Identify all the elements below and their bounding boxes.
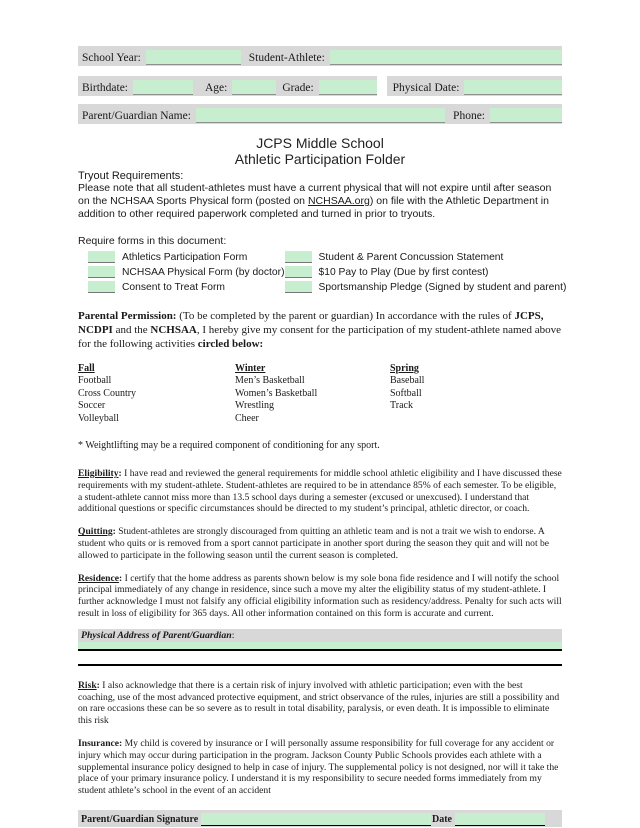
colon: :	[112, 526, 116, 538]
checklist-item	[88, 249, 285, 264]
parental-permission-label: Parental Permission:	[78, 310, 177, 322]
tryout-text-pre: Please note that all student-athletes must have a current physical that will not expire until after season on the NCHSAA Sports Physical form (posted on	[78, 182, 552, 207]
checklist-label: $10 Pay to Play (Due by first contest)	[318, 267, 489, 278]
checkbox-blank-athletics-participation[interactable]	[88, 251, 115, 263]
tryout-text-post: ) on file with the Athletic Department in addition to other required paperwork completed and turned in prior to tryouts.	[78, 195, 549, 220]
residence-label: Residence	[78, 572, 120, 584]
section-divider-rule	[78, 664, 562, 666]
student-athlete-label: Student-Athlete:	[248, 52, 325, 64]
row-spacer	[377, 76, 387, 96]
quitting-label: Quitting	[78, 526, 113, 538]
checklist-label: Student & Parent Concussion Statement	[318, 252, 504, 263]
fall-header: Fall	[78, 363, 95, 374]
physical-date-label: Physical Date:	[392, 82, 460, 94]
physical-date-field[interactable]	[464, 80, 562, 95]
quitting-paragraph	[78, 526, 562, 561]
parent-guardian-signature-field[interactable]	[201, 813, 431, 826]
checklist-item	[88, 264, 285, 279]
parental-permission-text: and the	[112, 324, 151, 336]
phone-field[interactable]	[490, 108, 562, 123]
require-forms-heading: Require forms in this document:	[78, 235, 227, 247]
sport-item[interactable]: Women’s Basketball	[235, 387, 318, 399]
require-forms-checklist	[78, 249, 567, 294]
checklist-item	[88, 279, 285, 294]
checklist-item	[285, 279, 567, 294]
sport-item[interactable]: Softball	[390, 387, 422, 399]
parental-permission-text: (To be completed by the parent or guardian) In accordance with the rules of	[176, 310, 515, 322]
eligibility-text: I have read and reviewed the general requirements for middle school athletic eligibility and I have discussed these requirements with my student-athlete. Student-athletes are required to be in attendance 85% of each semester. To be eligible, a student-athlete cannot miss more than 13.5 school days during a semester (excused or unexcused). I understand that additional questions or specific circumstances should be directed to my student’s principal, athletic director, or coach.	[78, 468, 562, 515]
colon: :	[96, 679, 100, 691]
school-year-label: School Year:	[82, 52, 141, 64]
page-title	[78, 135, 562, 167]
risk-text: I also acknowledge that there is a certain risk of injury involved with athletic participation; even with the best coaching, use of the most advanced protective equipment, and strict observance of the rules, injuries are still a possibility and on rare occasions these can be so severe as to result in total disability, paralysis, or even death. It is impossible to eliminate this risk	[78, 679, 560, 727]
parental-permission-bold-circled: circled below:	[197, 338, 264, 350]
winter-column	[235, 363, 390, 425]
checkbox-blank-consent-to-treat[interactable]	[88, 281, 115, 293]
parental-permission-text: , I hereby give my consent for the participation of my student-athlete named above for the following activities	[78, 324, 561, 350]
page-title-line2: Athletic Participation Folder	[234, 151, 406, 167]
date-field[interactable]	[455, 813, 545, 826]
nchsaa-org-link[interactable]: NCHSAA.org	[307, 195, 370, 207]
phone-label: Phone:	[453, 110, 485, 122]
residence-text: I certify that the home address as parents shown below is my sole bona fide residence and I will notify the school principal immediately of any change in residence, since such a move my alter the eligibility status of my student-athlete. I further acknowledge I must not falsify any official eligibility information such as residency/address. Penalty for such acts will result in loss of eligibility for 365 days. All other information contained on this form is accurate and current.	[78, 572, 562, 619]
checkbox-blank-sportsmanship-pledge[interactable]	[285, 281, 312, 293]
colon: :	[119, 572, 123, 584]
checklist-label: NCHSAA Physical Form (by doctor)	[122, 267, 285, 278]
parental-permission-paragraph	[78, 309, 562, 351]
checklist-label: Sportsmanship Pledge (Signed by student and parent)	[318, 282, 567, 293]
checkbox-blank-concussion-statement[interactable]	[285, 251, 312, 263]
signature-bar	[78, 810, 562, 827]
fall-column	[78, 363, 235, 425]
risk-paragraph	[78, 680, 562, 727]
page-title-line1: JCPS Middle School	[256, 135, 384, 151]
birthdate-label: Birthdate:	[82, 82, 128, 94]
age-label: Age:	[205, 82, 228, 94]
checklist-left-column	[78, 249, 285, 294]
checklist-label: Athletics Participation Form	[122, 252, 248, 263]
eligibility-label: Eligibility	[78, 468, 119, 480]
birthdate-field[interactable]	[133, 80, 193, 95]
sport-item[interactable]: Football	[78, 375, 112, 387]
checklist-item	[285, 249, 567, 264]
sport-item[interactable]: Track	[390, 400, 413, 412]
parent-name-row	[78, 104, 562, 124]
parent-guardian-name-label: Parent/Guardian Name:	[82, 110, 191, 122]
parental-permission-bold-jcps: JCPS, NCDPI	[78, 310, 544, 336]
colon: :	[119, 737, 123, 749]
eligibility-paragraph	[78, 468, 562, 515]
sport-item[interactable]: Wrestling	[235, 400, 275, 412]
checkbox-blank-nchsaa-physical[interactable]	[88, 266, 115, 278]
school-year-row	[78, 46, 562, 66]
weightlifting-note: * Weightlifting may be a required component of conditioning for any sport.	[78, 440, 380, 452]
residence-paragraph	[78, 573, 562, 620]
checklist-item	[285, 264, 567, 279]
physical-address-bar	[78, 629, 562, 642]
grade-field[interactable]	[319, 80, 377, 95]
sports-seasons-table	[78, 363, 562, 425]
checkbox-blank-pay-to-play[interactable]	[285, 266, 312, 278]
sport-item[interactable]: Cheer	[235, 412, 259, 424]
student-athlete-field[interactable]	[330, 50, 562, 65]
risk-label: Risk	[78, 679, 97, 691]
sport-item[interactable]: Cross Country	[78, 387, 137, 399]
spring-header: Spring	[390, 363, 419, 374]
colon: :	[231, 629, 235, 641]
parent-guardian-name-field[interactable]	[196, 108, 445, 123]
physical-address-label: Physical Address of Parent/Guardian	[81, 629, 232, 641]
checklist-right-column	[285, 249, 567, 294]
sport-item[interactable]: Baseball	[390, 375, 425, 387]
sport-item[interactable]: Volleyball	[78, 412, 119, 424]
tryout-requirements-heading: Tryout Requirements:	[78, 170, 184, 182]
insurance-paragraph	[78, 738, 562, 797]
parental-permission-bold-nchsaa: NCHSAA	[150, 324, 197, 336]
insurance-label: Insurance	[78, 737, 120, 749]
date-label: Date	[432, 813, 452, 825]
winter-header: Winter	[235, 363, 266, 374]
sport-item[interactable]: Men’s Basketball	[235, 375, 305, 387]
spring-column	[390, 363, 562, 425]
checklist-label: Consent to Treat Form	[122, 282, 226, 293]
parent-guardian-signature-label: Parent/Guardian Signature	[81, 813, 199, 825]
tryout-requirements-paragraph	[78, 182, 562, 221]
insurance-text: My child is covered by insurance or I will personally assume responsibility for full coverage for any accident or injury which may occur during participation in the program. Jackson County Public Schools provides each athlete with a supplemental insurance policy designed to help in case of injury. The supplemental policy is not designed, nor will it take the place of your primary insurance policy. I understand it is my responsibility to secure needed forms immediately from my student athlete’s school in the event of an accident	[78, 737, 559, 797]
colon: :	[118, 468, 122, 480]
grade-label: Grade:	[282, 82, 314, 94]
age-field[interactable]	[232, 80, 276, 95]
sport-item[interactable]: Soccer	[78, 400, 106, 412]
physical-address-field[interactable]	[78, 642, 562, 651]
quitting-text: Student-athletes are strongly discouraged from quitting an athletic team and is not a trait we wish to endorse. A student who quits or is removed from a sport cannot participate in another sport during the season they quit and will not be allowed to participate in the following season until the current season is completed.	[78, 526, 550, 561]
birthdate-row	[78, 76, 562, 96]
school-year-field[interactable]	[146, 50, 241, 65]
